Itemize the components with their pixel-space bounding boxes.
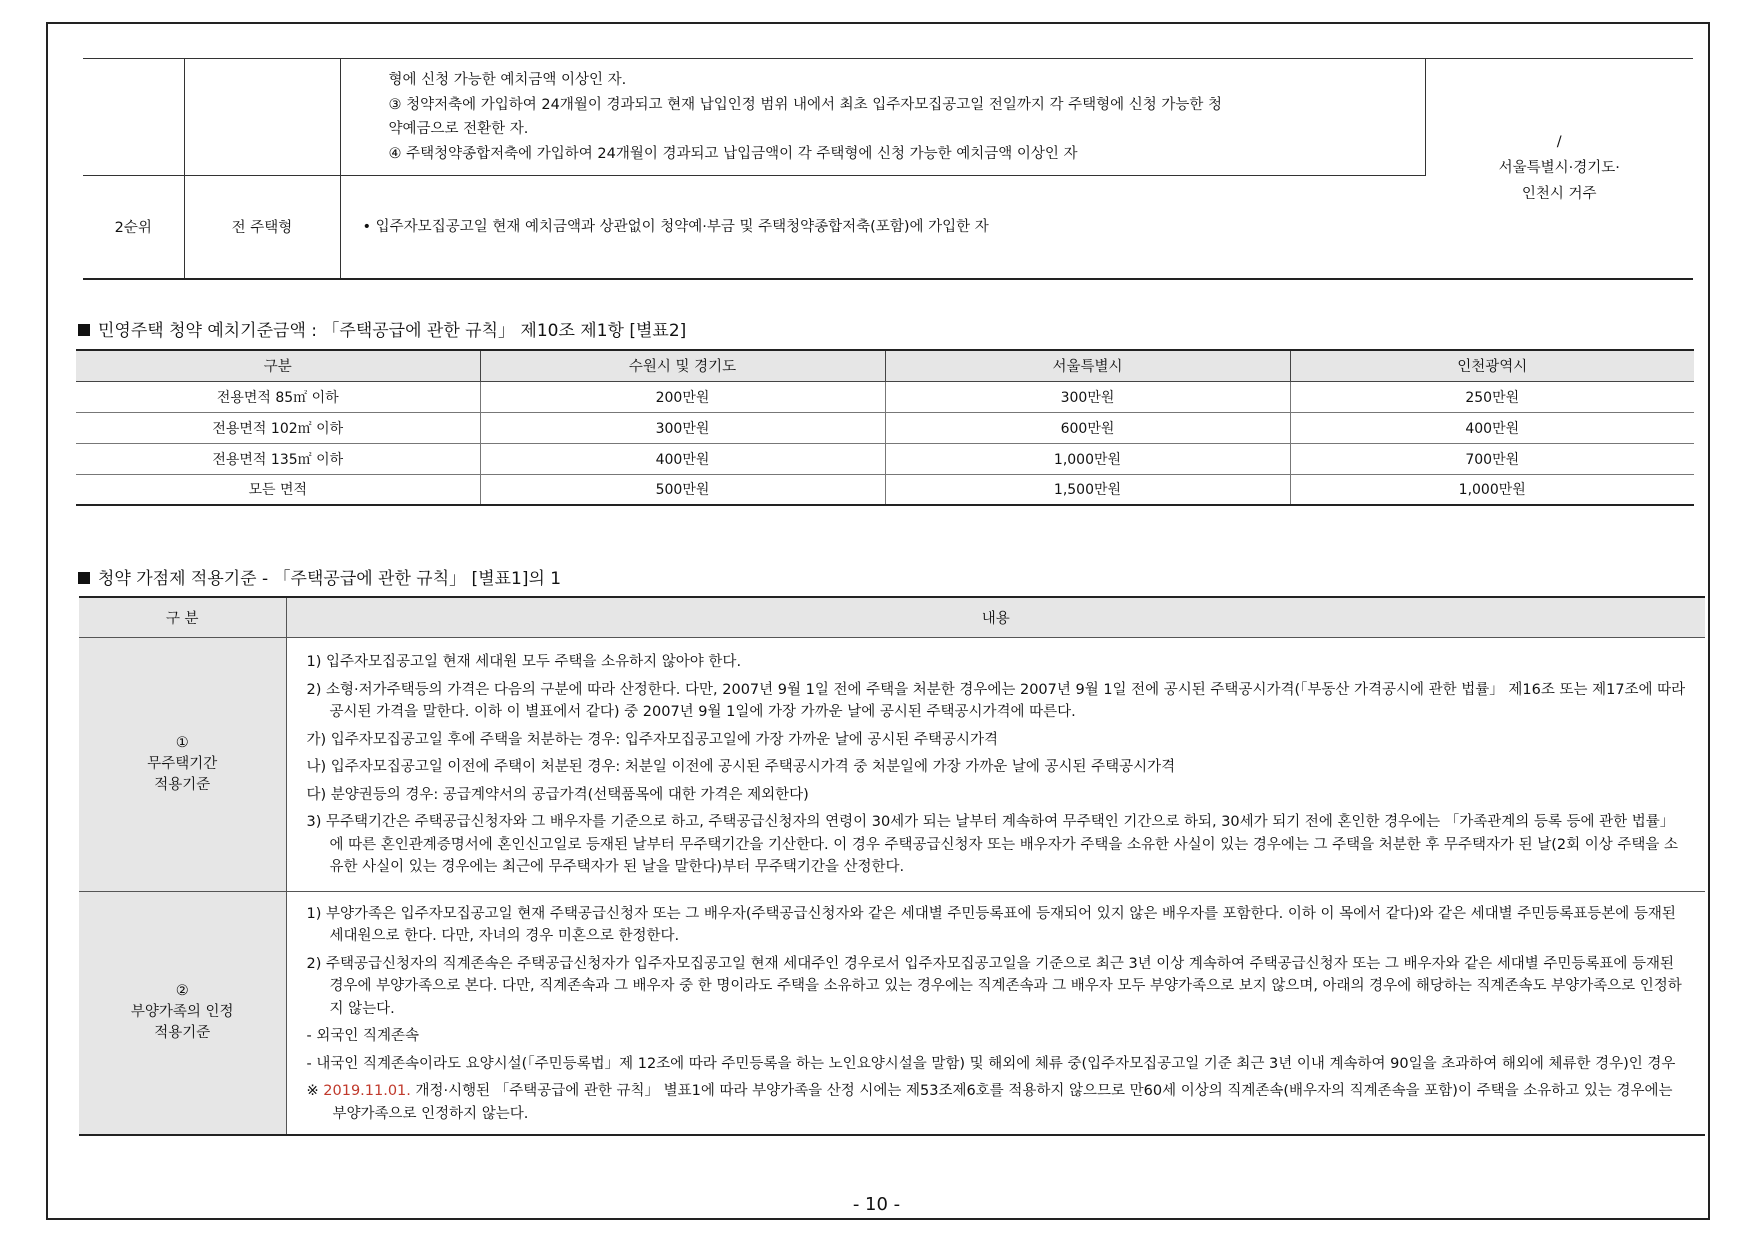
rank2-label: 2순위 bbox=[83, 176, 184, 279]
table-cell: 전용면적 102㎡ 이하 bbox=[76, 412, 480, 443]
circle-number: ① bbox=[175, 734, 189, 751]
deposit-table bbox=[76, 349, 1694, 506]
region-line1: 서울특별시·경기도· bbox=[1498, 160, 1620, 177]
table-row bbox=[79, 891, 1705, 1135]
table-row bbox=[79, 637, 1705, 891]
row-label-line: 무주택기간 bbox=[147, 755, 218, 772]
paragraph: - 외국인 직계존속 bbox=[306, 1028, 419, 1044]
row-label-homeless-period bbox=[79, 637, 286, 891]
rank1-conditions bbox=[340, 59, 1425, 176]
score-criteria-table bbox=[79, 596, 1705, 1136]
table-cell: 1,500만원 bbox=[885, 474, 1290, 505]
paragraph: 나) 입주자모집공고일 이전에 주택이 처분된 경우: 처분일 이전에 공시된 주택공시가격 중 처분일에 가장 가까운 날에 공시된 주택공시가격 bbox=[306, 759, 1176, 776]
table-cell: 모든 면적 bbox=[76, 474, 480, 505]
paragraph: 다) 분양권등의 경우: 공급계약서의 공급가격(선택품목에 대한 가격은 제외한다) bbox=[306, 786, 809, 803]
eligibility-table-continued bbox=[83, 58, 1693, 280]
paragraph: - 내국인 직계존속이라도 요양시설(「주민등록법」제 12조에 따라 주민등록을 하는 노인요양시설을 말함) 및 해외에 체류 중(입주자모집공고일 기준 최근 3년 이내 계속하여 90일을 초과하여 해외에 체류한 경우)인 경우 bbox=[306, 1055, 1676, 1072]
note-mark: ※ bbox=[306, 1083, 319, 1099]
row-label-line: 적용기준 bbox=[154, 1025, 211, 1042]
table-row bbox=[76, 381, 1694, 412]
rank2-type: 전 주택형 bbox=[184, 176, 340, 279]
table-cell: 600만원 bbox=[885, 412, 1290, 443]
table-row bbox=[76, 474, 1694, 505]
table-cell: 300만원 bbox=[885, 381, 1290, 412]
type-cell-empty bbox=[184, 59, 340, 176]
row-label-dependents bbox=[79, 891, 286, 1135]
note-paragraph bbox=[307, 1080, 1688, 1125]
text-line: 약예금으로 전환한 자. bbox=[388, 121, 529, 137]
paragraph: 1) 입주자모집공고일 현재 세대원 모두 주택을 소유하지 않아야 한다. bbox=[306, 654, 742, 671]
column-header: 구 분 bbox=[79, 597, 286, 637]
column-header: 인천광역시 bbox=[1290, 350, 1694, 381]
column-header: 내용 bbox=[286, 597, 1705, 637]
circle-number: ② bbox=[175, 983, 189, 1000]
region-slash: / bbox=[1556, 134, 1562, 151]
region-cell bbox=[1425, 59, 1693, 279]
text-line: 형에 신청 가능한 예치금액 이상인 자. bbox=[388, 72, 627, 88]
column-header: 수원시 및 경기도 bbox=[480, 350, 885, 381]
rank2-conditions: • 입주자모집공고일 현재 예치금액과 상관없이 청약예·부금 및 주택청약종합저축(포함)에 가입한 자 bbox=[362, 218, 989, 235]
table-row bbox=[76, 412, 1694, 443]
table-cell: 400만원 bbox=[1290, 412, 1694, 443]
score-title-text: 청약 가점제 적용기준 - 「주택공급에 관한 규칙」 [별표1]의 1 bbox=[98, 569, 562, 589]
note-date: 2019.11.01. bbox=[323, 1083, 411, 1099]
table-cell: 전용면적 85㎡ 이하 bbox=[76, 381, 480, 412]
paragraph: 2) 주택공급신청자의 직계존속은 주택공급신청자가 입주자모집공고일 현재 세대주인 경우로서 입주자모집공고일을 기준으로 최근 3년 이상 계속하여 주택공급신청자 또는 그 배우자와 같은 세대별 주민등록표에 등재된 경우에 부양가족으로 본다. 다만, 직계존속과 그 배우자 중 한 명이라도 주택을 소유하고 있는 경우에는 직계존속과 그 배우자 모두 부양가족으로 보지 않으며, 아래의 경우에 해당하는 직계존속도 부양가족으로 인정하지 않는다. bbox=[306, 955, 1682, 1017]
table-cell: 250만원 bbox=[1290, 381, 1694, 412]
table-cell: 400만원 bbox=[480, 443, 885, 474]
text-line: ④ 주택청약종합저축에 가입하여 24개월이 경과되고 납입금액이 각 주택형에 신청 가능한 예치금액 이상인 자 bbox=[388, 145, 1078, 162]
table-cell: 700만원 bbox=[1290, 443, 1694, 474]
paragraph: 1) 부양가족은 입주자모집공고일 현재 주택공급신청자 또는 그 배우자(주택공급신청자와 같은 세대별 주민등록표에 등재되어 있지 않은 배우자를 포함한다. 이하 이 목에서 같다)와 같은 세대별 주민등록표등본에 등재된 세대원으로 한다. 다만, 자녀의 경우 미혼으로 한정한다. bbox=[306, 905, 1676, 944]
page-number: - 10 - bbox=[852, 1194, 901, 1215]
table-cell: 300만원 bbox=[480, 412, 885, 443]
region-line2: 인천시 거주 bbox=[1521, 186, 1597, 203]
paragraph: 가) 입주자모집공고일 후에 주택을 처분하는 경우: 입주자모집공고일에 가장 가까운 날에 공시된 주택공시가격 bbox=[306, 731, 999, 748]
table-cell: 200만원 bbox=[480, 381, 885, 412]
column-header: 구분 bbox=[76, 350, 480, 381]
deposit-section-title bbox=[78, 316, 686, 341]
table-cell: 1,000만원 bbox=[885, 443, 1290, 474]
row-label-line: 부양가족의 인정 bbox=[130, 1004, 234, 1021]
row-label-line: 적용기준 bbox=[154, 776, 211, 793]
score-section-title bbox=[78, 564, 561, 589]
table-cell: 1,000만원 bbox=[1290, 474, 1694, 505]
square-bullet-icon bbox=[78, 572, 90, 584]
deposit-title-text: 민영주택 청약 예치기준금액 : 「주택공급에 관한 규칙」 제10조 제1항 [별표2] bbox=[98, 321, 687, 341]
table-cell: 500만원 bbox=[480, 474, 885, 505]
square-bullet-icon bbox=[78, 324, 90, 336]
paragraph: 3) 무주택기간은 주택공급신청자와 그 배우자를 기준으로 하고, 주택공급신청자의 연령이 30세가 되는 날부터 계속하여 무주택인 기간으로 하되, 30세가 되기 전에 혼인한 경우에는 「가족관계의 등록 등에 관한 법률」에 따른 혼인관계증명서에 혼인신고일로 등재된 날부터 무주택기간을 기산한다. 이 경우 주택공급신청자 또는 배우자가 주택을 소유한 사실이 있는 경우에는 그 주택을 처분한 후 무주택자가 된 날(2회 이상 주택을 소유한 사실이 있는 경우에는 최근에 무주택자가 된 날을 말한다)부터 무주택기간을 산정한다. bbox=[306, 814, 1679, 876]
table-cell: 전용면적 135㎡ 이하 bbox=[76, 443, 480, 474]
note-text: 개정·시행된 「주택공급에 관한 규칙」 별표1에 따라 부양가족을 산정 시에는 제53조제6호를 적용하지 않으므로 만60세 이상의 직계존속(배우자의 직계존속을 포함)이 주택을 소유하고 있는 경우에는 부양가족으로 인정하지 않는다. bbox=[332, 1083, 1673, 1122]
table-row bbox=[76, 443, 1694, 474]
rank-cell-empty bbox=[83, 59, 184, 176]
text-line: ③ 청약저축에 가입하여 24개월이 경과되고 현재 납입인정 범위 내에서 최초 입주자모집공고일 전일까지 각 주택형에 신청 가능한 청 bbox=[388, 96, 1223, 113]
paragraph: 2) 소형·저가주택등의 가격은 다음의 구분에 따라 산정한다. 다만, 2007년 9월 1일 전에 주택을 처분한 경우에는 2007년 9월 1일 전에 공시된 주택공시가격(「부동산 가격공시에 관한 법률」 제16조 또는 제17조에 따라 공시된 가격을 말한다. 이하 이 별표에서 같다) 중 2007년 9월 1일에 가장 가까운 날에 공시된 주택공시가격에 따른다. bbox=[306, 681, 1686, 721]
homeless-period-content bbox=[286, 637, 1705, 891]
dependents-content bbox=[286, 891, 1705, 1135]
column-header: 서울특별시 bbox=[885, 350, 1290, 381]
